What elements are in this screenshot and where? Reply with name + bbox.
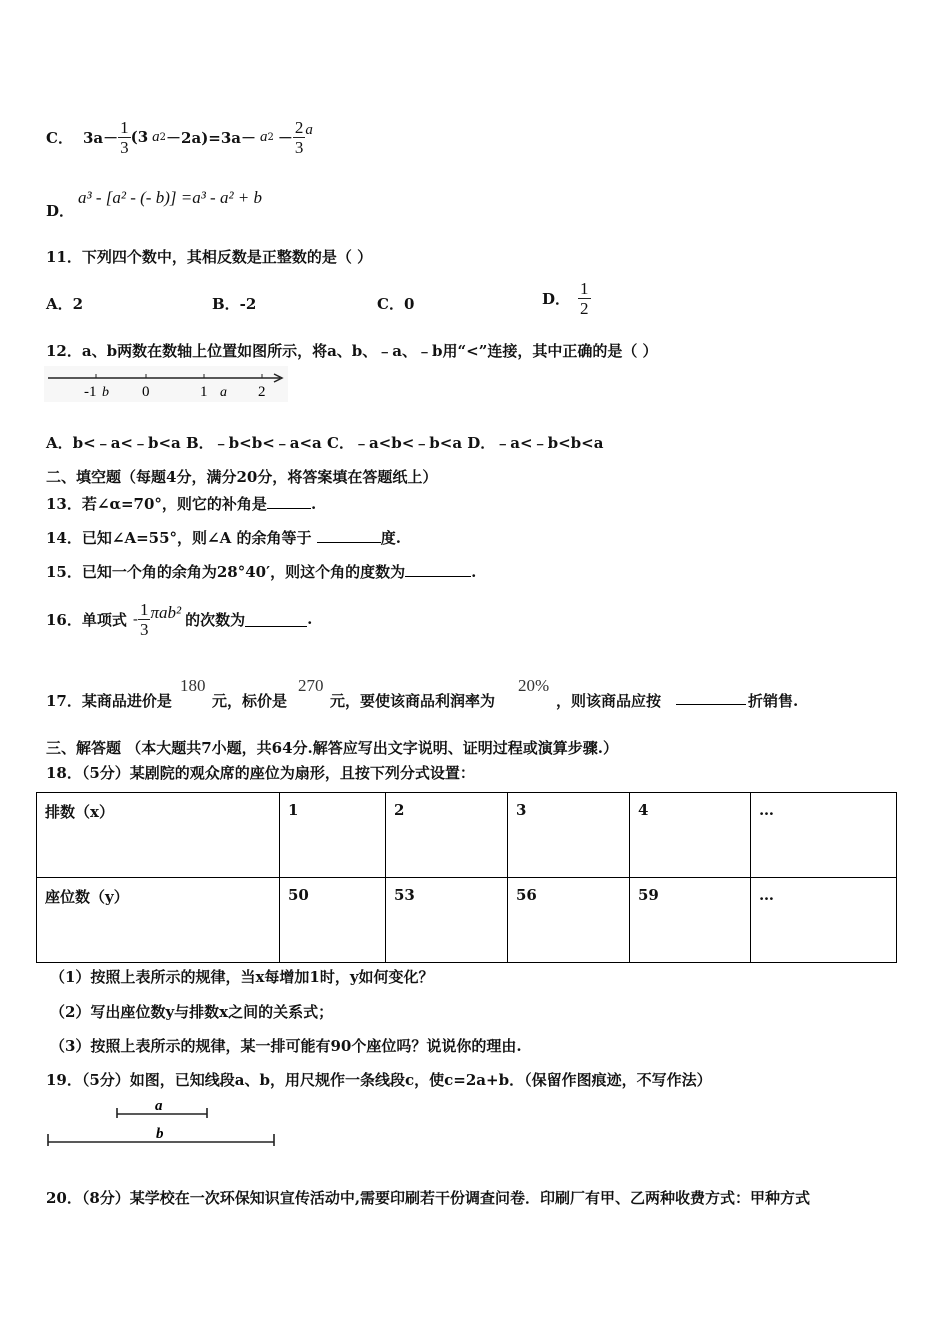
q11-option-d: D． $\frac{1}{2}$ bbox=[542, 279, 589, 318]
q12-number-line bbox=[44, 366, 288, 402]
table-cell: 2 bbox=[386, 793, 508, 878]
table-cell: 53 bbox=[386, 878, 508, 963]
q18-stem: 18．（5分）某剧院的观众席的座位为扇形，且按下列分式设置： bbox=[46, 764, 475, 782]
table-row bbox=[37, 793, 897, 878]
q20-stem: 20．（8分）某学校在一次环保知识宣传活动中,需要印刷若干份调查问卷．印刷厂有甲、乙两种收费方式：甲种方式 bbox=[46, 1189, 811, 1207]
table-cell: 50 bbox=[280, 878, 386, 963]
label-b: b bbox=[102, 385, 109, 400]
q10-c-frac1: $\frac{1}{3}$ bbox=[120, 117, 129, 157]
q10-c-expr-a: 3a－ bbox=[82, 128, 119, 147]
q18-part1: （1）按照上表所示的规律，当x每增加1时，y如何变化？ bbox=[50, 968, 434, 986]
q19-stem: 19．（5分）如图，已知线段a、b，用尺规作一条线段c，使c=2a+b．（保留作图痕迹，不写作法） bbox=[46, 1071, 712, 1089]
q12-options: A．b<﹣a<﹣b<a B．﹣b<b<﹣a<a C．﹣a<b<﹣b<a D．﹣a<﹣b<b<a bbox=[46, 434, 604, 452]
table-cell: … bbox=[751, 793, 897, 878]
q11-option-b: B．-2 bbox=[212, 295, 257, 313]
q10-c-expr-d: － bbox=[277, 128, 293, 147]
table-cell: 3 bbox=[508, 793, 630, 878]
table-cell: 座位数（y） bbox=[37, 878, 280, 963]
q10-c-expr-c: －2a)=3a－ bbox=[166, 128, 257, 147]
section2-title: 二、填空题（每题4分，满分20分，将答案填在答题纸上） bbox=[46, 468, 438, 486]
q10-d-expr: a³ - [a² - (- b)] =a³ - a² + b bbox=[78, 188, 263, 207]
label-0: 0 bbox=[142, 384, 150, 400]
q10-d-label: D． bbox=[46, 202, 75, 220]
table-cell: 1 bbox=[280, 793, 386, 878]
label-minus-1: -1 bbox=[84, 384, 97, 400]
table-cell: … bbox=[751, 878, 897, 963]
q18-part2: （2）写出座位数y与排数x之间的关系式； bbox=[50, 1003, 334, 1021]
q19-segments bbox=[44, 1096, 284, 1152]
table-cell: 4 bbox=[630, 793, 751, 878]
segment-a-label: a bbox=[155, 1098, 163, 1114]
table-cell: 排数（x） bbox=[37, 793, 280, 878]
label-a: a bbox=[220, 385, 227, 400]
q10-c-label: C． bbox=[46, 128, 73, 147]
q14: 14．已知∠A=55°，则∠A 的余角等于 度. bbox=[46, 529, 401, 547]
q10-c-expr-b: (3 bbox=[130, 128, 149, 146]
q11-option-a: A．2 bbox=[46, 295, 84, 313]
q16: 16．单项式 - $\frac{1}{3}$ πab² 的次数为 . bbox=[46, 599, 313, 639]
q12-stem: 12．a、b两数在数轴上位置如图所示，将a、b、﹣a、﹣b用“<”连接，其中正确的是（ ） bbox=[46, 342, 658, 360]
table-cell: 56 bbox=[508, 878, 630, 963]
table-row bbox=[37, 878, 897, 963]
table-cell: 59 bbox=[630, 878, 751, 963]
q11-option-c: C．0 bbox=[377, 295, 415, 313]
q10-c-frac2: $\frac{2}{3}$ bbox=[294, 117, 304, 157]
label-1: 1 bbox=[200, 384, 208, 400]
q13: 13．若∠α=70°，则它的补角是 . bbox=[46, 495, 317, 513]
segment-b-label: b bbox=[156, 1126, 164, 1142]
label-2: 2 bbox=[258, 384, 266, 400]
q15: 15．已知一个角的余角为28°40′，则这个角的度数为 . bbox=[46, 563, 477, 581]
q10-option-c: C． 3a－ $\frac{1}{3}$ (3 a 2 －2a)=3a－ a 2 － $\frac{2}{3}$ a bbox=[46, 117, 313, 157]
seat-table bbox=[36, 792, 897, 963]
q11-stem: 11．下列四个数中，其相反数是正整数的是（ ） bbox=[46, 248, 373, 266]
q18-part3: （3）按照上表所示的规律，某一排可能有90个座位吗？说说你的理由. bbox=[50, 1037, 522, 1055]
section3-title: 三、解答题 （本大题共7小题，共64分.解答应写出文字说明、证明过程或演算步骤.） bbox=[46, 739, 618, 757]
q10-c-var-a: a bbox=[152, 128, 160, 145]
